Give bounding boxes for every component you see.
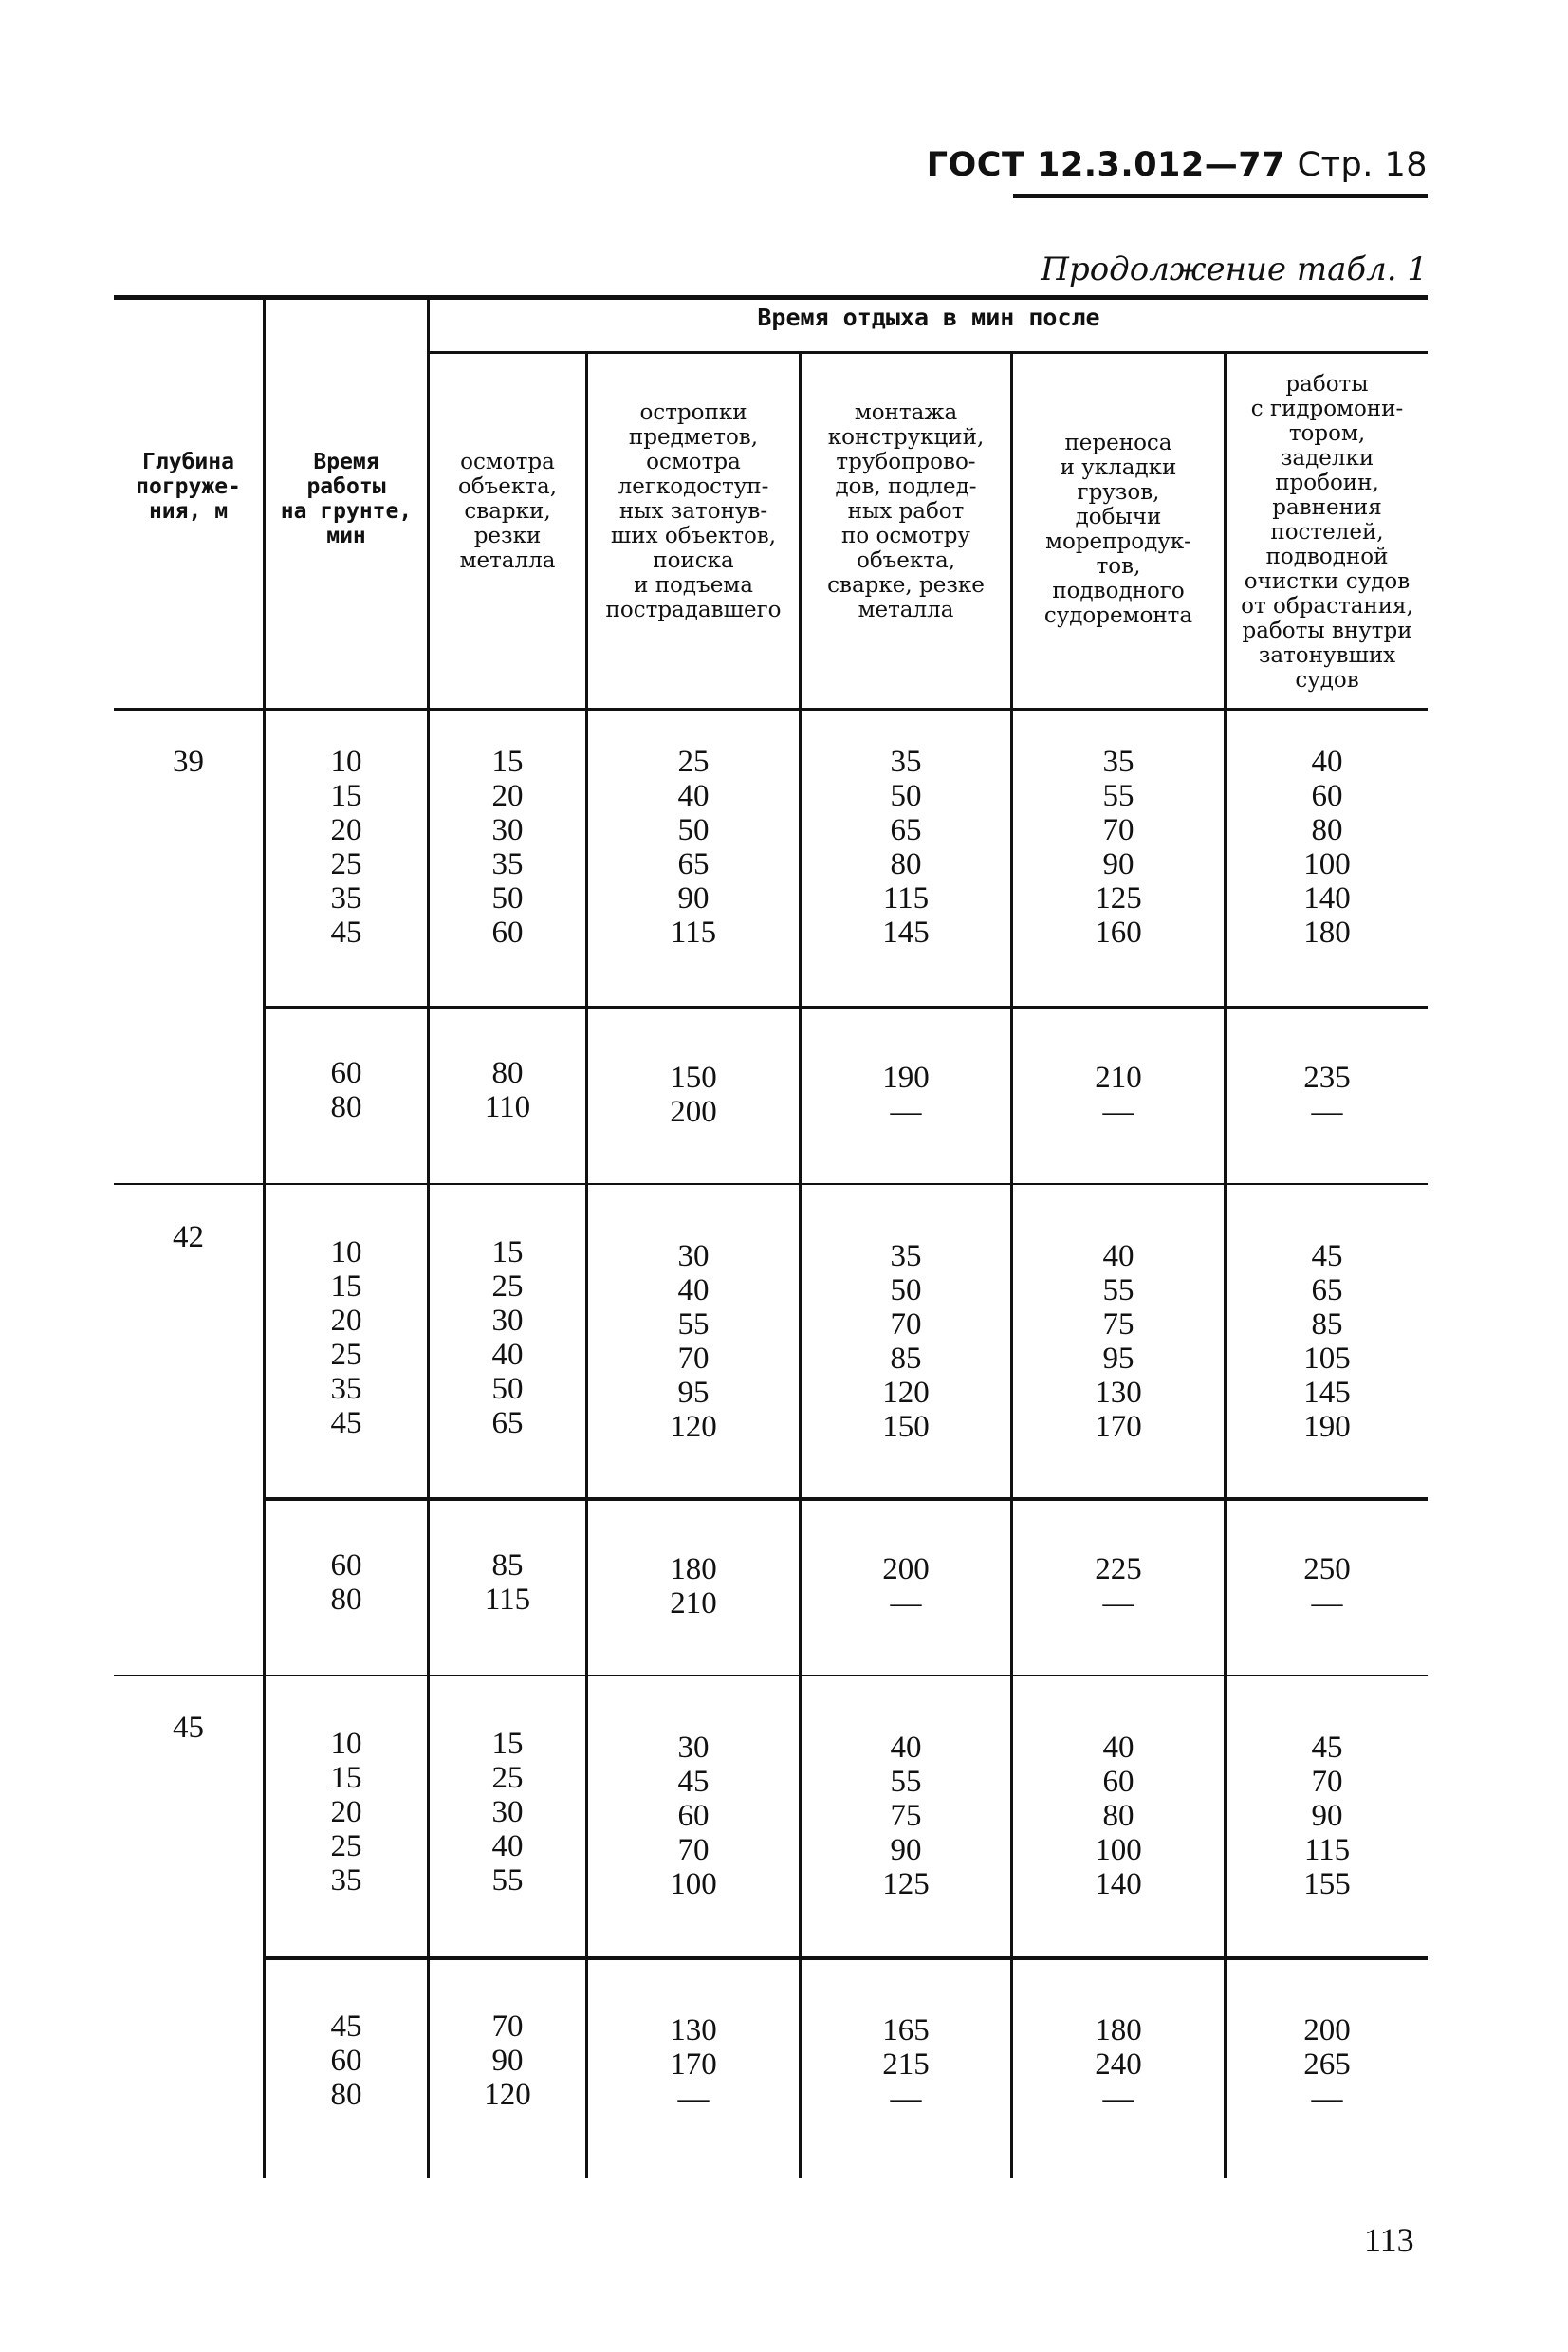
group-header-rule [429,351,1428,354]
rest-values: 180 240 — [1095,2013,1142,2116]
rest-values: 35 50 65 80 115 145 [882,745,930,950]
work-time-values: 60 80 [330,1056,362,1124]
work-time-values: 10 15 20 25 35 45 [330,1235,362,1440]
work-time-values: 10 15 20 25 35 45 [330,745,362,950]
rest-values: 15 25 30 40 55 [491,1727,524,1898]
work-time-values: 45 60 80 [330,2009,362,2112]
gost-designation: ГОСТ 12.3.012—77 [926,146,1285,184]
work-time-values: 60 80 [330,1548,362,1617]
depth-value: 39 [173,745,204,779]
header-rest-col-2: остропки предметов, осмотра легкодоступ- ных затонув- ших объектов, поиска и подъема пострадавшего [605,400,782,622]
rest-values: 190 — [882,1061,930,1129]
header-rest-col-3: монтажа конструкций, трубопрово- дов, подлед- ных работ по осмотру объекта, сварке, резке металла [827,400,985,622]
rest-values: 40 55 75 90 125 [882,1731,930,1901]
rest-values: 235 — [1303,1061,1351,1129]
table-top-rule [114,295,1428,300]
header-rest-col-5: работы с гидромони- тором, заделки пробоин, равнения постелей, подводной очистки судов от обрастания, работы внутри затонувших судов [1241,372,1413,693]
rest-values: 150 200 [670,1061,717,1129]
block-separator [266,1497,1428,1501]
header-depth: Глубина погруже- ния, м [136,450,241,524]
rest-values: 15 25 30 40 50 65 [491,1235,524,1440]
rest-values: 15 20 30 35 50 60 [491,745,524,950]
rest-values: 200 — [882,1552,930,1620]
rest-values: 40 60 80 100 140 [1095,1731,1142,1901]
rest-values: 45 65 85 105 145 190 [1303,1239,1351,1444]
rest-values: 30 40 55 70 95 120 [670,1239,717,1444]
rest-values: 165 215 — [882,2013,930,2116]
table-caption: Продолжение табл. 1 [1041,250,1428,288]
rest-values: 45 70 90 115 155 [1303,1731,1351,1901]
rest-values: 40 60 80 100 140 180 [1303,745,1351,950]
header-rest-group: Время отдыха в мин после [757,304,1100,331]
rest-values: 35 50 70 85 120 150 [882,1239,930,1444]
rest-values: 35 55 70 90 125 160 [1095,745,1142,950]
rest-values: 80 110 [484,1056,531,1124]
block-separator [266,1956,1428,1960]
rest-values: 30 45 60 70 100 [670,1731,717,1901]
rest-values: 40 55 75 95 130 170 [1095,1239,1142,1444]
page-reference: Стр. 18 [1297,146,1428,184]
rest-values: 225 — [1095,1552,1142,1620]
work-time-values: 10 15 20 25 35 [330,1727,362,1898]
rest-values: 25 40 50 65 90 115 [670,745,717,950]
header-underline [1013,194,1428,198]
rest-values: 210 — [1095,1061,1142,1129]
group-separator [114,1675,1428,1676]
header-rest-col-1: осмотра объекта, сварки, резки металла [457,450,558,573]
depth-value: 45 [173,1711,204,1745]
rest-values: 130 170 — [670,2013,717,2116]
group-separator [114,1183,1428,1185]
rest-values: 70 90 120 [484,2009,531,2112]
page-number: 113 [1364,2221,1414,2259]
rest-values: 250 — [1303,1552,1351,1620]
header-rest-col-4: переноса и укладки грузов, добычи морепродук- тов, подводного судоремонта [1043,431,1193,628]
header-bottom-rule [114,708,1428,711]
rest-values: 200 265 — [1303,2013,1351,2116]
block-separator [266,1006,1428,1009]
depth-value: 42 [173,1220,204,1254]
running-header [927,146,1428,184]
header-work-time: Время работы на грунте, мин [280,450,413,548]
rest-values: 180 210 [670,1552,717,1620]
rest-values: 85 115 [484,1548,531,1617]
